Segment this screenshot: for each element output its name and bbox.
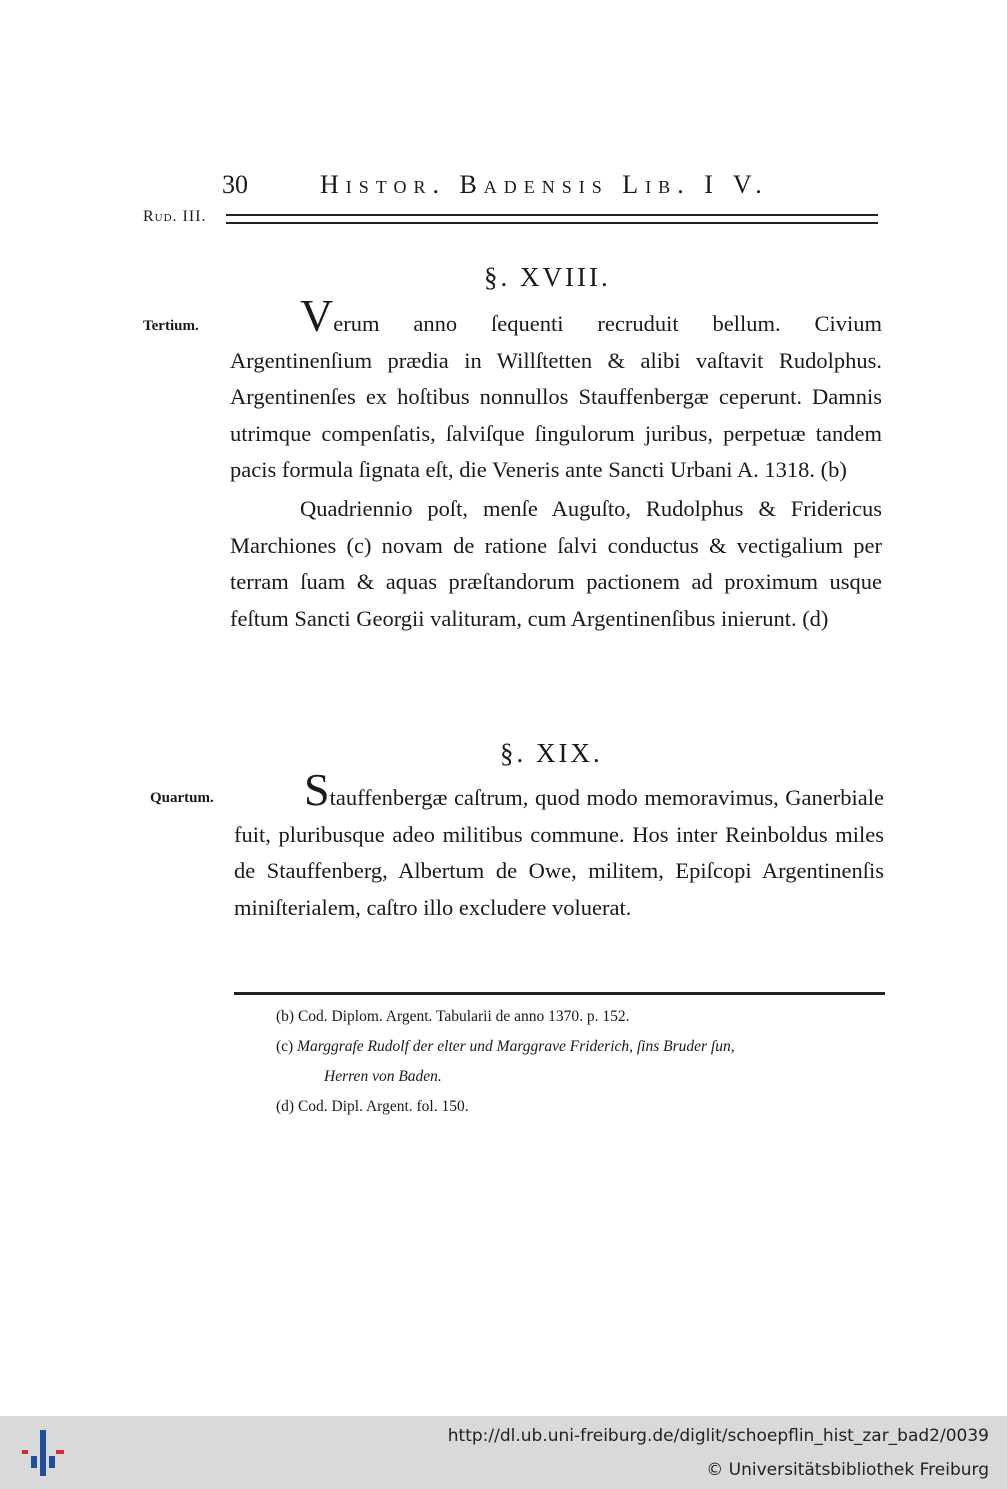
drop-initial: S (304, 764, 330, 815)
section-xviii-body (230, 290, 882, 637)
footnote-c-continuation (276, 1062, 888, 1092)
footnote-text: Cod. Diplom. Argent. Tabularii de anno 1370. p. 152. (297, 1008, 630, 1025)
paragraph-text: erum anno ſequenti recruduit bellum. Civium Argentinenſium prædia in Willſtetten & alibi vaſtavit Rudolphus. Argentinenſes ex hoſtibus nonnullos Stauffenbergæ ceperunt. Damnis utrimque compenſatis, ſalviſque ſingulorum juribus, perpetuæ tandem pacis formula ſignata eſt, die Veneris ante Sancti Urbani A. 1318. (b) (230, 311, 882, 483)
section-xix-body (234, 764, 884, 926)
footnote-rule (234, 992, 885, 995)
footnote-b (276, 1002, 888, 1032)
margin-label-reign: Rud. III. (143, 208, 207, 225)
running-title: Histor. Badensis Lib. I V. (320, 170, 769, 199)
viewer-footer (0, 1416, 1007, 1489)
section-heading-xviii: §. XVIII. (484, 262, 611, 292)
footnote-mark: (c) (276, 1038, 294, 1055)
paragraph-2 (230, 491, 882, 637)
footnote-text: Marggrafe Rudolf der elter und Marggrave Friderich, ſins Bruder ſun, (297, 1038, 735, 1055)
footnote-text: Herren von Baden. (324, 1068, 442, 1085)
source-url-link[interactable]: http://dl.ub.uni-freiburg.de/diglit/schoepflin_hist_zar_bad2/0039 (447, 1426, 989, 1446)
paragraph-3 (234, 764, 884, 926)
footnote-d (276, 1092, 888, 1122)
footnote-c (276, 1032, 888, 1062)
page-header (222, 170, 882, 206)
footnote-mark: (d) (276, 1098, 295, 1115)
paragraph-text: Quadriennio poſt, menſe Auguſto, Rudolphus & Fridericus Marchiones (c) novam de ratione ſalvi conductus & vectigalium per terram ſuam & aquas præſtandorum pactionem ad proximum usque feſtum Sancti Georgii valituram, cum Argentinenſibus inierunt. (d) (230, 495, 882, 631)
footnote-mark: (b) (276, 1008, 295, 1025)
section-heading-xix: §. XIX. (500, 738, 603, 768)
ub-freiburg-logo-icon[interactable] (22, 1430, 64, 1476)
drop-initial: V (300, 290, 334, 341)
margin-note-tertium: Tertium. (143, 318, 199, 334)
footnote-text: Cod. Dipl. Argent. fol. 150. (297, 1098, 469, 1115)
copyright-text: © Universitätsbibliothek Freiburg (706, 1460, 989, 1480)
page-number: 30 (222, 170, 248, 199)
footnotes (276, 1002, 888, 1122)
header-rule (226, 214, 878, 224)
margin-note-quartum: Quartum. (150, 790, 214, 806)
paragraph-1 (230, 290, 882, 489)
paragraph-text: tauffenbergæ caſtrum, quod modo memoravimus, Ganerbiale fuit, pluribusque adeo militibus commune. Hos inter Reinboldus miles de Stauffenberg, Albertum de Owe, militem, Epiſcopi Argentinenſis miniſterialem, caſtro illo excludere voluerat. (234, 785, 884, 920)
